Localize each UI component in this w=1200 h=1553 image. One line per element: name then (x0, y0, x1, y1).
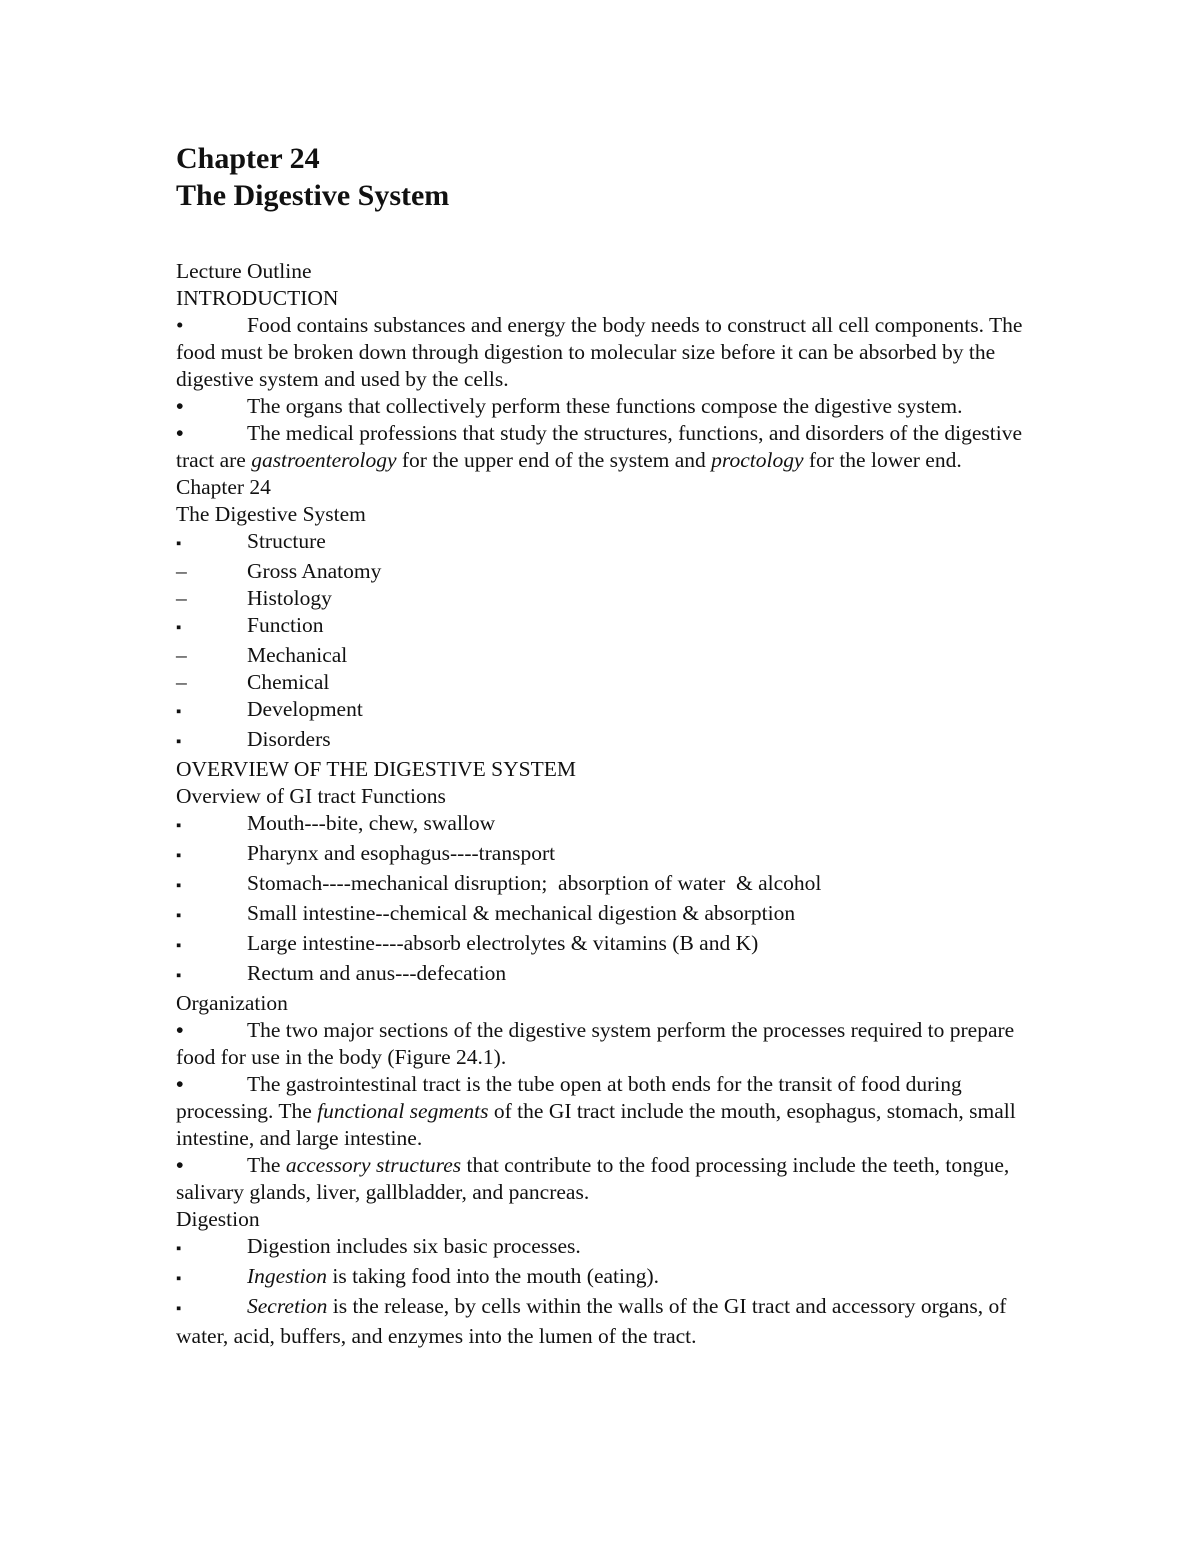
outline-item: ▪ Development (176, 696, 1036, 726)
introduction-heading: INTRODUCTION (176, 286, 339, 310)
digestion-bullet-2: ▪ Ingestion is taking food into the mouth (eating). (176, 1263, 1036, 1293)
chapter-title (176, 140, 1036, 214)
bullet-mark: ▪ (176, 968, 182, 984)
bullet-mark: ▪ (176, 908, 182, 924)
outline-subtitle: The Digestive System (176, 502, 366, 526)
bullet-mark: ▪ (176, 1301, 182, 1317)
lecture-outline-label: Lecture Outline (176, 259, 312, 283)
outline-item: ▪ Function (176, 612, 1036, 642)
outline-item: ▪ Disorders (176, 726, 1036, 756)
chapter-name: The Digestive System (176, 179, 450, 212)
bullet-mark: ▪ (176, 1241, 182, 1257)
organization-bullet-1: • The two major sections of the digestive system perform the processes required to prepare food for use in the body (Figure 24.1). (176, 1018, 1015, 1069)
organization-heading: Organization (176, 991, 288, 1015)
gi-function-item: ▪ Small intestine--chemical & mechanical digestion & absorption (176, 900, 1036, 930)
organization-bullet-3: • The accessory structures that contribute to the food processing include the teeth, tongue, salivary glands, liver, gallbladder, and pancreas. (176, 1153, 1010, 1204)
bullet-mark: • (176, 421, 184, 445)
bullet-mark: ▪ (176, 938, 182, 954)
bullet-mark: ▪ (176, 1271, 182, 1287)
term-gastroenterology: gastroenterology (251, 448, 397, 472)
bullet-mark: ▪ (176, 536, 182, 552)
term-functional-segments: functional segments (317, 1099, 489, 1123)
gi-function-item: ▪ Mouth---bite, chew, swallow (176, 810, 1036, 840)
digestion-bullet-3: ▪ Secretion is the release, by cells within the walls of the GI tract and accessory organs, of water, acid, buffers, and enzymes into the lumen of the tract. (176, 1294, 1007, 1348)
gi-function-item: ▪ Large intestine----absorb electrolytes & vitamins (B and K) (176, 930, 1036, 960)
term-ingestion: Ingestion (247, 1264, 328, 1288)
digestion-bullet-1: ▪ Digestion includes six basic processes. (176, 1233, 1036, 1263)
gi-function-item: ▪ Stomach----mechanical disruption; absorption of water & alcohol (176, 870, 1036, 900)
term-proctology: proctology (711, 448, 804, 472)
bullet-mark: • (176, 313, 184, 337)
bullet-mark: ▪ (176, 734, 182, 750)
organization-bullet-2: • The gastrointestinal tract is the tube open at both ends for the transit of food during processing. The functional segments of the GI tract include the mouth, esophagus, stomach, small intestine, and large intestine. (176, 1072, 1016, 1150)
bullet-mark: • (176, 1072, 184, 1096)
bullet-mark: • (176, 394, 184, 418)
overview-heading: OVERVIEW OF THE DIGESTIVE SYSTEM (176, 757, 576, 781)
outline-chapter: Chapter 24 (176, 475, 271, 499)
gi-function-item: ▪ Rectum and anus---defecation (176, 960, 1036, 990)
intro-bullet-2: • The organs that collectively perform these functions compose the digestive system. (176, 394, 963, 418)
bullet-mark: • (176, 1153, 184, 1177)
bullet-mark: ▪ (176, 818, 182, 834)
dash-mark: – (176, 643, 187, 667)
bullet-mark: ▪ (176, 704, 182, 720)
outline-item: ▪ Structure (176, 528, 1036, 558)
outline-item: – Gross Anatomy (176, 559, 382, 583)
bullet-mark: ▪ (176, 620, 182, 636)
dash-mark: – (176, 559, 187, 583)
outline-item: – Histology (176, 586, 332, 610)
dash-mark: – (176, 670, 187, 694)
bullet-mark: • (176, 1018, 184, 1042)
intro-bullet-1: • Food contains substances and energy the body needs to construct all cell components. The food must be broken down through digestion to molecular size before it can be absorbed by the digestive system and used by the cells. (176, 313, 1023, 391)
chapter-number: Chapter 24 (176, 142, 320, 175)
outline-item: – Chemical (176, 670, 330, 694)
dash-mark: – (176, 586, 187, 610)
bullet-mark: ▪ (176, 878, 182, 894)
term-secretion: Secretion (247, 1294, 328, 1318)
document-body (176, 258, 1036, 1350)
term-accessory-structures: accessory structures (285, 1153, 462, 1177)
bullet-mark: ▪ (176, 848, 182, 864)
gi-function-item: ▪ Pharynx and esophagus----transport (176, 840, 1036, 870)
intro-bullet-3: • The medical professions that study the structures, functions, and disorders of the digestive tract are gastroenterology for the upper end of the system and proctology for the lower end. (176, 421, 1023, 472)
outline-item: – Mechanical (176, 643, 348, 667)
overview-subheading: Overview of GI tract Functions (176, 784, 446, 808)
document-page (176, 140, 1036, 1350)
digestion-heading: Digestion (176, 1207, 260, 1231)
